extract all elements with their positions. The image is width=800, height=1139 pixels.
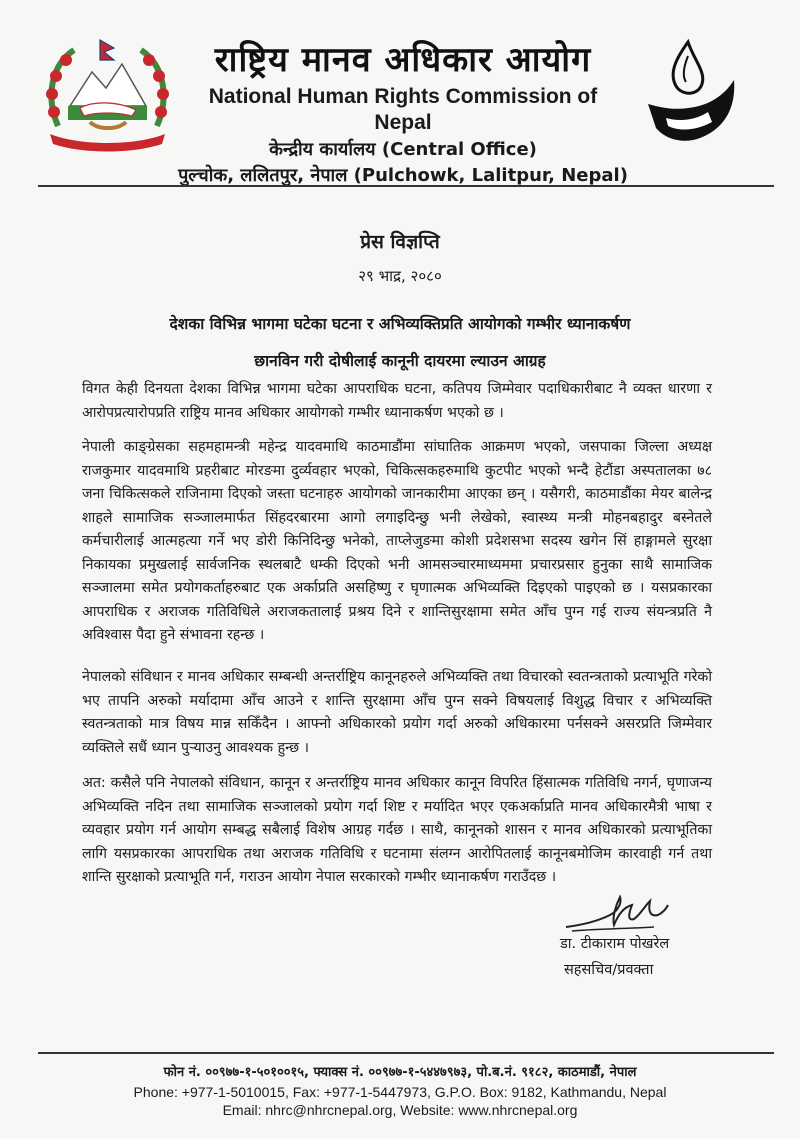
signature-image (562, 885, 672, 940)
paragraph-intro: विगत केही दिनयता देशका विभिन्न भागमा घटेका आपराधिक घटना, कतिपय जिम्मेवार पदाधिकारीबाट नै व्यक्त धारणा र आरोपप्रत्यारोपप्रति राष्ट्रिय मानव अधिकार आयोगको गम्भीर ध्यानाकर्षण भएको छ । (82, 381, 712, 421)
headline-primary: देशका विभिन्न भागमा घटेका घटना र अभिव्यक्तिप्रति आयोगको गम्भीर ध्यानाकर्षण (169, 315, 631, 333)
paragraph-constitution: नेपालको संविधान र मानव अधिकार सम्बन्धी अन्तर्राष्ट्रिय कानूनहरुले अभिव्यक्ति तथा विचारको स्वतन्त्रताको प्रत्याभूति गरेको भए तापनि अरुको मर्यादामा आँच आउने र शान्ति सुरक्षामा आँच पुग्न सक्ने विषयलाई विशुद्ध विचार र अभिव्यक्ति स्वतन्त्रताको मात्र विषय मान्न सकिँदैन । आफ्नो अधिकारको प्रयोग गर्दा अरुको अधिकारमा पर्नसक्ने असरप्रति जिम्मेवार व्यक्तिले सधैं ध्यान पुर्‍याउनु आवश्यक हुन्छ । (82, 669, 712, 756)
headline-secondary: छानविन गरी दोषीलाई कानूनी दायरमा ल्याउन आग्रह (254, 352, 546, 370)
footer-contact-nepali: फोन नं. ००९७७-१-५०१००१५, फ्याक्स नं. ००९७७-१-५४४७९७३, पो.ब.नं. ९१८२, काठमाडौं, नेपाल (163, 1065, 637, 1080)
footer-divider (38, 1052, 774, 1054)
nhrc-logo-icon (628, 36, 756, 160)
press-release-title: प्रेस विज्ञप्ति (360, 231, 440, 253)
header-divider (38, 185, 774, 187)
signer-name: डा. टीकाराम पोखरेल (560, 936, 670, 952)
paragraph-appeal: अत: कसैले पनि नेपालको संविधान, कानून र अन्तर्राष्ट्रिय मानव अधिकार कानून विपरित हिंसात्मक गतिविधि नगर्न, घृणाजन्य अभिव्यक्ति नदिन तथा सामाजिक सञ्जालको प्रयोग गर्दा शिष्ट र मर्यादित भएर एकअर्काप्रति मानव अधिकारमैत्री भाषा र व्यवहार प्रयोग गर्न आयोग सम्बद्ध सबैलाई विशेष आग्रह गर्दछ । साथै, कानूनको शासन र मानव अधिकारको प्रत्याभूतिका लागि यसप्रकारका आपराधिक तथा अराजक गतिविधि र घटनामा संलग्न आरोपितलाई कानूनबमोजिम कारवाही गर्न तथा शान्ति सुरक्षाको प्रत्याभूति गर्न, गराउन आयोग नेपाल सरकारको गम्भीर ध्यानाकर्षण गराउँदछ । (82, 775, 712, 885)
nepal-coat-of-arms-icon (40, 38, 175, 153)
office-address: पुल्चोक, ललितपुर, नेपाल (Pulchowk, Lalitpur, Nepal) (178, 165, 628, 186)
letterhead (178, 40, 628, 188)
org-name-english: National Human Rights Commission of Nepal (208, 85, 598, 134)
org-name-nepali: राष्ट्रिय मानव अधिकार आयोग (214, 40, 592, 80)
office-name: केन्द्रीय कार्यालय (Central Office) (269, 139, 537, 160)
footer-contact-english: Phone: +977-1-5010015, Fax: +977-1-5447973, G.P.O. Box: 9182, Kathmandu, Nepal (133, 1084, 667, 1100)
press-release-date: २९ भाद्र, २०८० (358, 267, 442, 285)
signer-title: सहसचिव/प्रवक्ता (564, 962, 654, 978)
footer-email-website[interactable]: Email: nhrc@nhrcnepal.org, Website: www.nhrcnepal.org (222, 1102, 578, 1118)
paragraph-incidents: नेपाली काङ्ग्रेसका सहमहामन्त्री महेन्द्र यादवमाथि काठमाडौंमा सांघातिक आक्रमण भएको, जसपाका जिल्ला अध्यक्ष राजकुमार यादवमाथि प्रहरीबाट मोरङमा दुर्व्यवहार भएको, चिकित्सकहरुमाथि कुटपीट भएको भन्दै हेटौंडा अस्पतालका ७८ जना चिकित्सकले राजिनामा दिएको जस्ता घटनाहरु आयोगको जानकारीमा आएका छन् । यसैगरी, काठमाडौंका मेयर बालेन्द्र शाहले सामाजिक सञ्जालमार्फत सिंहदरबारमा आगो लगाइदिन्छु भनी लेखेको, स्वास्थ्य मन्त्री मोहनबहादुर बस्नेतले कर्मचारीलाई आत्महत्या गर्ने भए डोरी किनिदिन्छु भनेको, ताप्लेजुङमा कोशी प्रदेशसभा सदस्य खगेन सिं हाङ्गामले सुरक्षा निकायका प्रमुखलाई सार्वजनिक स्थलबाटै धम्की दिएको भनी आमसञ्चारमाध्यममा प्रचारप्रसार हुनुका साथै सामाजिक सञ्जालमा समेत प्रयोगकर्ताहरुबाट एक अर्काप्रति असहिष्णु र घृणात्मक अभिव्यक्ति दिइएको पाइएको छ । यसप्रकारका आपराधिक र अराजक गतिविधिले अराजकतालाई प्रश्रय दिने र शान्तिसुरक्षामा समेत आँच पुग्न गई राज्य संयन्त्रप्रति नै अविश्वास पैदा हुने संभावना रहन्छ । (82, 439, 712, 643)
